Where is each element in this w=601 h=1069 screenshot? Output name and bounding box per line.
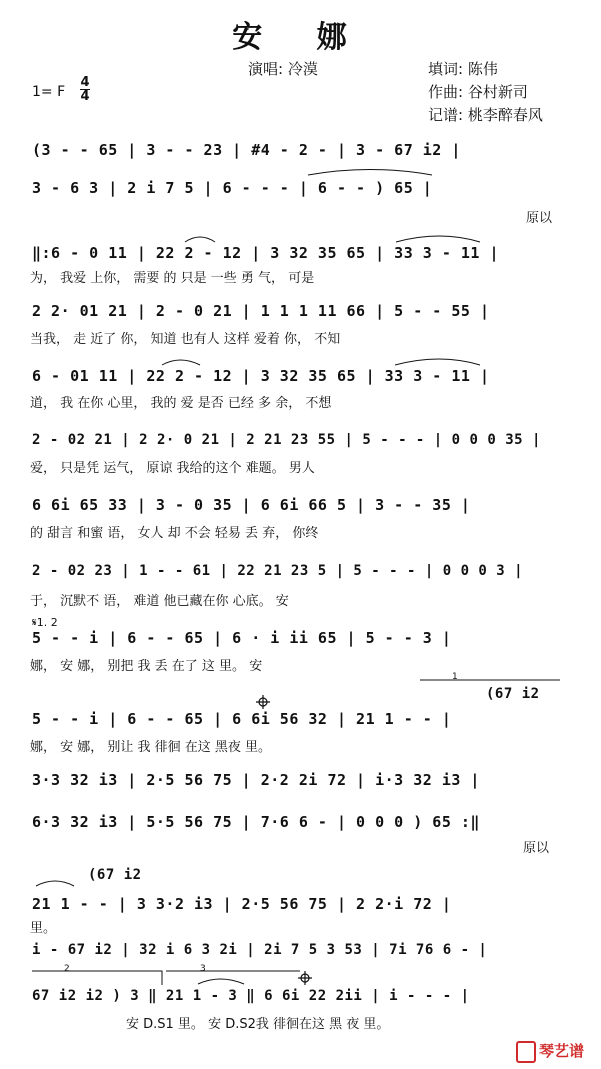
notation-row-12: 6·3 32 i3 | 5·5 56 75 | 7·6 6 - | 0 0 0 ) 65 :‖	[32, 813, 480, 831]
coda-icon	[298, 971, 312, 985]
notation-row-3: ‖:6 - 0 11 | 22 2 - 12 | 3 32 35 65 | 33 3 - 11 |	[32, 244, 500, 262]
volta-2-label: 2	[64, 964, 70, 974]
segno-mark: 𝄋1. 2	[32, 616, 58, 629]
coda-icon	[259, 698, 267, 706]
lyric-row-3: 为， 我爱 上你， 需要 的 只是 一些 勇 气， 可是	[30, 271, 315, 286]
slur-mark	[36, 881, 74, 886]
lyricist-credit: 填词: 陈伟	[428, 60, 498, 78]
slur-mark	[162, 360, 200, 365]
time-signature-top: 4	[80, 75, 90, 90]
notation-row-15: 67 i2 i2 ) 3 ‖ 21 1 - 3 ‖ 6 6i 22 2ii | i - - - |	[32, 988, 470, 1004]
composer-credit: 作曲: 谷村新司	[428, 83, 528, 101]
slur-mark	[308, 170, 432, 176]
lyric-row-9: 娜， 安 娜， 别把 我 丢 在了 这 里。 安	[30, 659, 263, 674]
notation-row-14: i - 67 i2 | 32 i 6 3 2i | 2i 7 5 3 53 | 7i 76 6 - |	[32, 942, 488, 958]
volta-3-label: 3	[200, 964, 206, 974]
coda-icon	[301, 974, 309, 982]
slur-mark	[185, 237, 215, 242]
notation-row-7: 6 6i 65 33 | 3 - 0 35 | 6 6i 66 5 | 3 - - 35 |	[32, 496, 471, 514]
notation-row-4: 2 2· 01 21 | 2 - 0 21 | 1 1 1 11 66 | 5 - - 55 |	[32, 302, 490, 320]
notation-row-5: 6 - 01 11 | 22 2 - 12 | 3 32 35 65 | 33 3 - 11 |	[32, 367, 490, 385]
lyric-row-4: 当我， 走 近了 你， 知道 也有人 这样 爱着 你， 不知	[30, 332, 341, 347]
reprise-paren-notes: (67 i2	[88, 867, 142, 883]
lyric-row-15: 安 D.S1 里。 安 D.S2我 徘徊在这 黑 夜 里。	[126, 1017, 390, 1032]
song-title: 安 娜	[232, 20, 369, 55]
time-signature-bottom: 4	[80, 89, 90, 104]
time-signature	[80, 76, 90, 103]
lyric-row-10: 娜， 安 娜， 别让 我 徘徊 在这 黑夜 里。	[30, 740, 272, 755]
qinyipu-logo-icon	[516, 1041, 536, 1063]
lyric-row-2: 原以	[526, 211, 553, 226]
slur-mark	[198, 979, 244, 984]
slur-mark	[396, 236, 480, 242]
notation-row-13: 21 1 - - | 3 3·2 i3 | 2·5 56 75 | 2 2·i 72 |	[32, 895, 452, 913]
notation-row-1: (3 - - 65 | 3 - - 23 | #4 - 2 - | 3 - 67 i2 |	[32, 141, 461, 159]
lyric-row-5: 道， 我 在你 心里， 我的 爱 是否 已经 多 余， 不想	[30, 396, 332, 411]
lyric-row-7: 的 甜言 和蜜 语， 女人 却 不会 轻易 丢 弃， 你终	[30, 526, 319, 541]
notation-row-6: 2 - 02 21 | 2 2· 0 21 | 2 21 23 55 | 5 - - - | 0 0 0 35 |	[32, 432, 541, 448]
volta-1-label: 1	[452, 672, 458, 682]
transcriber-credit: 记谱: 桃李醉春风	[428, 106, 543, 124]
lyric-row-13: 里。	[30, 921, 57, 936]
intro-paren-notes: (67 i2	[486, 686, 540, 702]
notation-row-9: 5 - - i | 6 - - 65 | 6 · i ii 65 | 5 - - 3 |	[32, 629, 452, 647]
volta-2-bracket	[32, 971, 162, 985]
notation-row-11: 3·3 32 i3 | 2·5 56 75 | 2·2 2i 72 | i·3 32 i3 |	[32, 771, 480, 789]
notation-row-8: 2 - 02 23 | 1 - - 61 | 22 21 23 5 | 5 - - - | 0 0 0 3 |	[32, 563, 524, 579]
notation-row-2: 3 - 6 3 | 2 i 7 5 | 6 - - - | 6 - - ) 65 |	[32, 179, 433, 197]
lyric-row-6: 爱， 只是凭 运气， 原谅 我给的这个 难题。 男人	[30, 461, 315, 476]
slur-mark	[395, 359, 480, 365]
watermark-text: 琴艺谱	[539, 1042, 585, 1060]
lyric-row-8: 于， 沉默不 语， 难道 他已藏在你 心底。 安	[30, 594, 289, 609]
qinyipu-watermark	[516, 1040, 596, 1064]
coda-icon	[256, 695, 270, 709]
singer-credit: 演唱: 冷漠	[248, 60, 318, 78]
lyric-row-12: 原以	[523, 841, 550, 856]
key-signature: 1= F	[32, 84, 66, 100]
notation-row-10: 5 - - i | 6 - - 65 | 6 6i 56 32 | 21 1 - - |	[32, 710, 452, 728]
